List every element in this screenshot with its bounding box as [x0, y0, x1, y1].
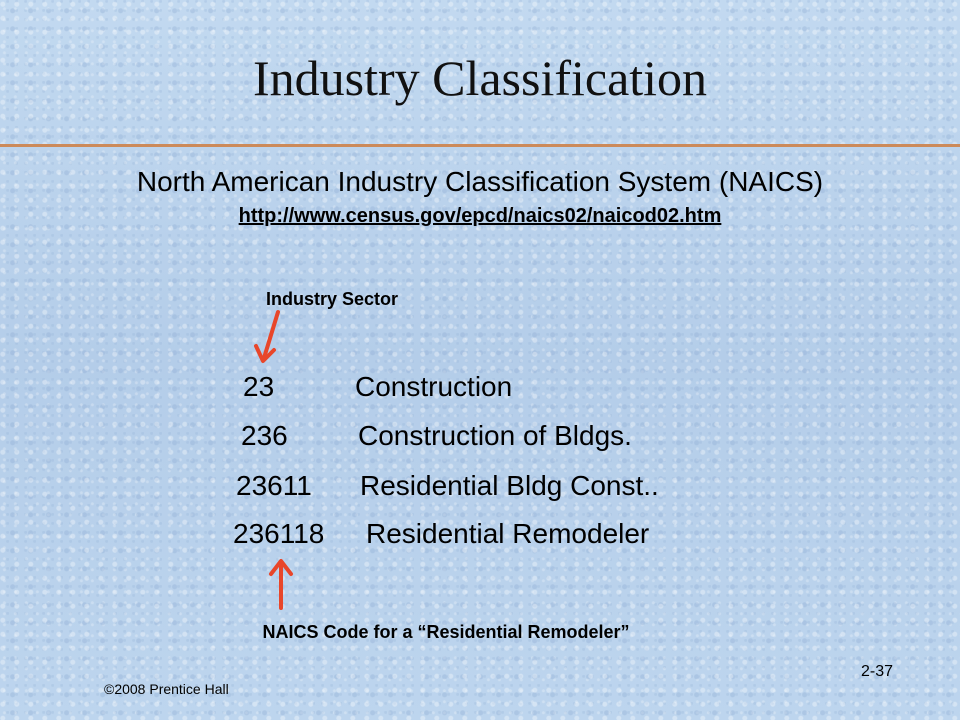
naics-code: 236118	[233, 518, 325, 549]
naics-code: 23611	[236, 470, 312, 501]
naics-code: 236	[241, 420, 288, 451]
slide-page-number: 2-37	[861, 663, 894, 680]
naics-code-label: NAICS Code for a “Residential Remodeler”	[262, 622, 630, 642]
naics-description: Residential Bldg Const..	[360, 470, 659, 501]
census-naics-link[interactable]: http://www.census.gov/epcd/naics02/naicod02.htm	[238, 205, 722, 227]
naics-subtitle: North American Industry Classification System (NAICS)	[136, 166, 824, 197]
naics-description: Residential Remodeler	[366, 518, 650, 549]
industry-sector-label: Industry Sector	[266, 289, 399, 309]
arrow-up-icon	[266, 556, 296, 612]
slide-title: Industry Classification	[252, 50, 708, 106]
naics-description: Construction	[355, 371, 513, 402]
naics-description: Construction of Bldgs.	[358, 420, 632, 451]
title-divider	[0, 144, 960, 147]
arrow-down-icon	[252, 308, 286, 368]
naics-code: 23	[243, 371, 275, 402]
copyright-notice: ©2008 Prentice Hall	[104, 681, 229, 697]
